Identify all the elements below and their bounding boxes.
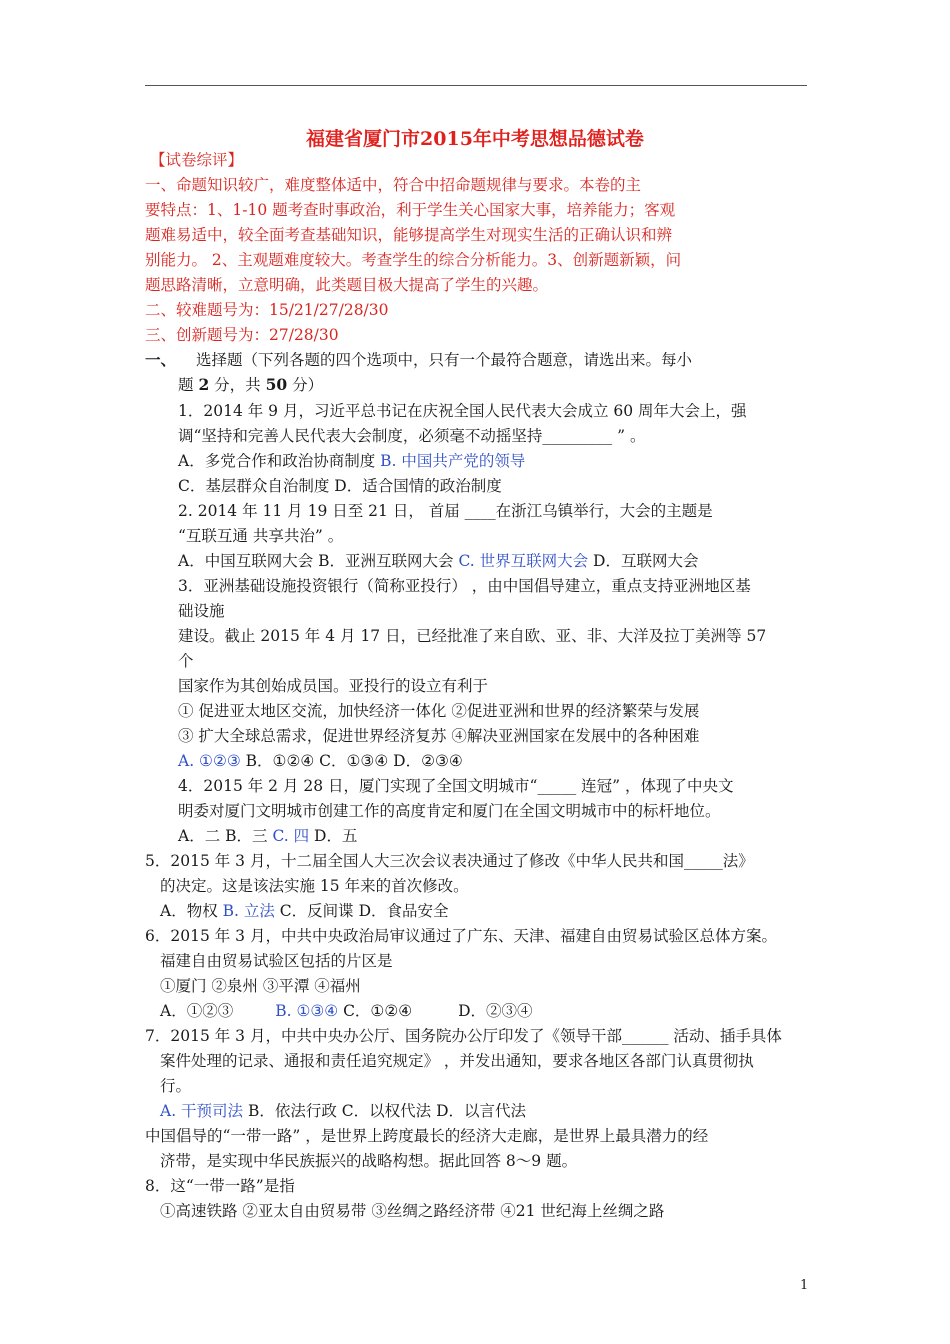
answer-option: B. 立法: [222, 902, 275, 920]
intro-8-9-line: 济带，是实现中华民族振兴的战略构想。据此回答 8～9 题。: [160, 1152, 578, 1170]
question-5: 5．2015 年 3 月，十二届全国人大三次会议表决通过了修改《中华人民共和国_____法》: [145, 852, 754, 870]
section-heading: [145, 350, 692, 370]
review-label: 【试卷综评】: [150, 151, 244, 169]
intro-8-9: 中国倡导的“一带一路” ，是世界上跨度最长的经济大走廊，是世界上最具潜力的经: [145, 1127, 709, 1145]
review-difficult: 二、较难题号为：15/21/27/28/30: [145, 301, 389, 319]
section-instructions: 选择题（下列各题的四个选项中，只有一个最符合题意，请选出来。每小: [196, 351, 693, 369]
question-5-line: 的决定。这是该法实施 15 年来的首次修改。: [160, 877, 469, 895]
page-title: 福建省厦门市2015年中考思想品德试卷: [306, 128, 644, 150]
question-4: 4．2015 年 2 月 28 日，厦门实现了全国文明城市“_____ 连冠” ，体现了中央文: [178, 777, 734, 795]
question-4-options: A．二 B．三 C. 四 D．五: [178, 827, 358, 845]
question-3-line: 个: [178, 652, 194, 670]
review-line: 题思路清晰，立意明确，此类题目极大提高了学生的兴趣。: [145, 276, 549, 294]
question-1: 1．2014 年 9 月，习近平总书记在庆祝全国人民代表大会成立 60 周年大会上，强: [178, 402, 747, 420]
question-7-line: 行。: [160, 1077, 192, 1095]
answer-option: A. 干预司法: [160, 1102, 244, 1120]
header-rule: [145, 85, 807, 86]
question-6-options: A．①②③ B. ①③④ C．①②④ D．②③④: [160, 1002, 533, 1020]
page-number: 1: [800, 1278, 809, 1293]
question-8-items: ①高速铁路 ②亚太自由贸易带 ③丝绸之路经济带 ④21 世纪海上丝绸之路: [160, 1202, 665, 1220]
question-4-line: 明委对厦门文明城市创建工作的高度肯定和厦门在全国文明城市中的标杆地位。: [178, 802, 721, 820]
question-7: 7．2015 年 3 月，中共中央办公厅、国务院办公厅印发了《领导干部______ 活动、插手具体: [145, 1027, 782, 1045]
question-3-items: ③ 扩大全球总需求，促进世界经济复苏 ④解决亚洲国家在发展中的各种困难: [178, 727, 700, 745]
question-1-stem: 调“坚持和完善人民代表大会制度，必须毫不动摇坚持_________ ” 。: [178, 427, 646, 445]
answer-option: C. 世界互联网大会: [458, 552, 589, 570]
section-number: 一、: [145, 350, 177, 369]
question-6-line: 福建自由贸易试验区包括的片区是: [160, 952, 393, 970]
answer-option: B. ①③④: [275, 1002, 339, 1020]
question-3-items: ① 促进亚太地区交流，加快经济一体化 ②促进亚洲和世界的经济繁荣与发展: [178, 702, 700, 720]
question-1-options-ab: A．多党合作和政治协商制度 B. 中国共产党的领导: [178, 452, 526, 470]
question-2: 2. 2014 年 11 月 19 日至 21 日， 首届 ____在浙江乌镇举行，大会的主题是: [178, 502, 713, 520]
answer-option: C. 四: [272, 827, 310, 845]
question-1-options-cd: C．基层群众自治制度 D．适合国情的政治制度: [178, 477, 502, 495]
answer-option: B. 中国共产党的领导: [380, 452, 526, 470]
question-3: 3．亚洲基础设施投资银行（简称亚投行） ，由中国倡导建立，重点支持亚洲地区基: [178, 577, 751, 595]
question-6: 6．2015 年 3 月，中共中央政治局审议通过了广东、天津、福建自由贸易试验区总体方案。: [145, 927, 777, 945]
review-line: 要特点：1、1-10 题考查时事政治，利于学生关心国家大事，培养能力；客观: [145, 201, 676, 219]
question-7-options: A. 干预司法 B．依法行政 C．以权代法 D．以言代法: [160, 1102, 527, 1120]
review-line: 题难易适中，较全面考查基础知识，能够提高学生对现实生活的正确认识和辨: [145, 226, 673, 244]
question-3-line: 建设。截止 2015 年 4 月 17 日，已经批准了来自欧、亚、非、大洋及拉丁美洲等 57: [178, 627, 767, 645]
question-3-options: A. ①②③ B．①②④ C．①③④ D．②③④: [178, 752, 463, 770]
answer-option: A. ①②③: [178, 752, 241, 770]
question-5-options: A．物权 B. 立法 C．反间谍 D．食品安全: [160, 902, 449, 920]
review-line: 别能力。 2、主观题难度较大。考查学生的综合分析能力。3、创新题新颖，问: [145, 251, 682, 269]
question-2-stem: “互联互通 共享共治” 。: [178, 527, 344, 545]
question-2-options: A．中国互联网大会 B．亚洲互联网大会 C. 世界互联网大会 D．互联网大会: [178, 552, 699, 570]
section-score: 题 2 分，共 50 分）: [178, 375, 324, 394]
question-8: 8．这“一带一路”是指: [145, 1177, 295, 1195]
question-3-line: 国家作为其创始成员国。亚投行的设立有利于: [178, 677, 489, 695]
question-3-line: 础设施: [178, 602, 225, 620]
review-innovative: 三、创新题号为：27/28/30: [145, 326, 339, 344]
question-6-items: ①厦门 ②泉州 ③平潭 ④福州: [160, 977, 361, 995]
question-7-line: 案件处理的记录、通报和责任追究规定》 ，并发出通知，要求各地区各部门认真贯彻执: [160, 1052, 754, 1070]
review-line: 一、命题知识较广，难度整体适中，符合中招命题规律与要求。本卷的主: [145, 176, 642, 194]
